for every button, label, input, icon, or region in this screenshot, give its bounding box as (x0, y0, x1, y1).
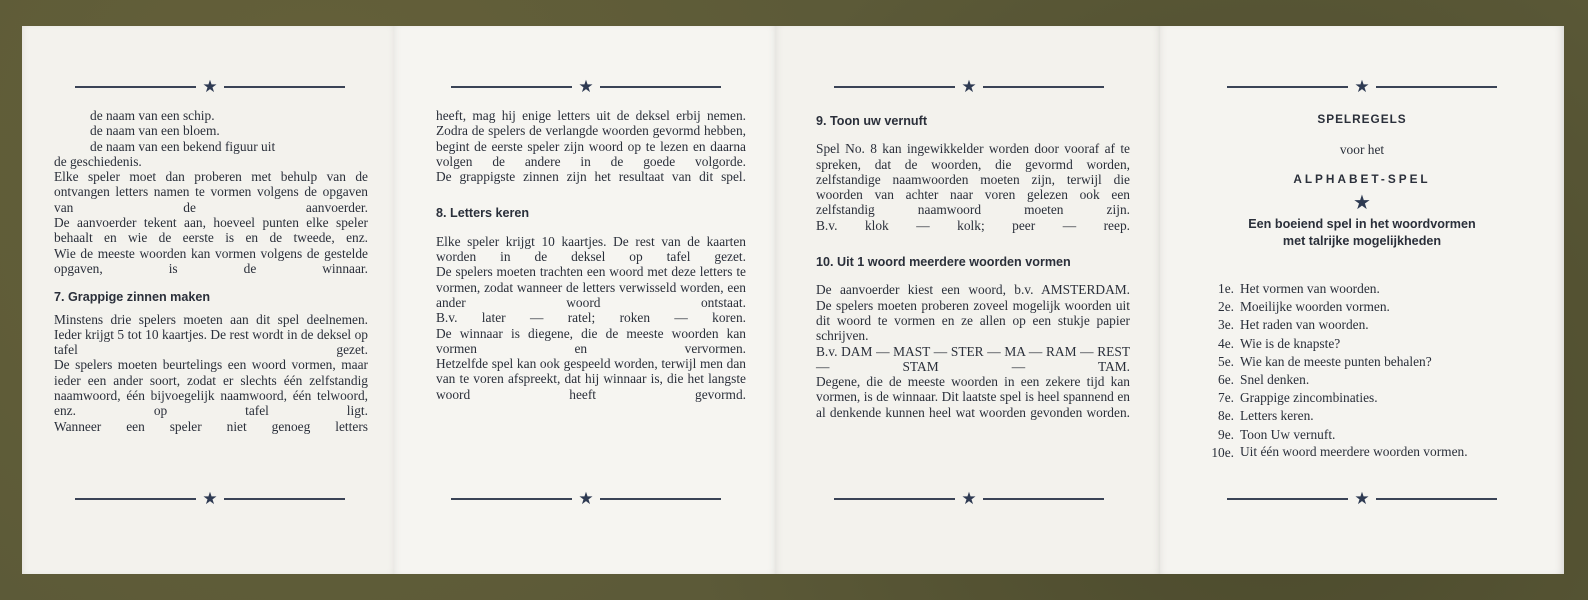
ornament-rule (834, 86, 955, 88)
list-item (1200, 353, 1524, 371)
list-number: 10e. (1211, 444, 1234, 460)
rule-line: de naam van een bloem. (90, 123, 220, 139)
rule-paragraph: Degene, die de meeste woorden in een zekere tijd kan vormen, is de winnaar. Dit laatste spel is heel spannend en al denkende kunnen heel wat woorden gevonden worden. (816, 374, 1130, 420)
tagline-line-2: met talrijke mogelijkheden (1282, 234, 1442, 248)
list-item (1200, 298, 1524, 316)
list-text: Wie kan de meeste punten behalen? (1240, 353, 1432, 369)
cover-titles (1160, 106, 1564, 250)
ornament-rule (75, 86, 196, 88)
leaflet-panel-2 (394, 26, 778, 574)
rule-paragraph: heeft, mag hij enige letters uit de deksel erbij nemen. (436, 108, 746, 123)
rule-paragraph: De aanvoerder tekent aan, hoeveel punten elke speler behaalt en wie de eerste is en de tweede, enz. (54, 215, 368, 246)
cover-title: SPELREGELS (1317, 112, 1407, 126)
list-number: 9e. (1218, 426, 1234, 442)
list-number: 2e. (1218, 299, 1234, 315)
rule-paragraph: Minstens drie spelers moeten aan dit spel deelnemen. (54, 311, 368, 327)
rules-leaflet (22, 26, 1564, 574)
list-item (1200, 371, 1524, 389)
ornament-rule (75, 498, 196, 500)
list-item (1200, 407, 1524, 425)
list-text: Grappige zincombinaties. (1240, 390, 1378, 406)
bottom-ornament (451, 489, 721, 509)
rule-paragraph: Zodra de spelers de verlangde woorden gevormd hebben, begint de eerste speler zijn woord op te lezen en daarna volgen de andere in de goede volgorde. (436, 123, 746, 169)
leaflet-panel-1 (22, 26, 398, 574)
list-item (1200, 316, 1524, 334)
star-icon: ★ (1354, 77, 1370, 97)
rule-line: de naam van een schip. (90, 108, 215, 123)
ornament-rule (451, 498, 572, 500)
list-number: 8e. (1218, 408, 1234, 424)
list-item (1200, 335, 1524, 353)
list-item (1200, 280, 1524, 298)
rule-paragraph: De winnaar is diegene, die de meeste woorden kan vormen en vervormen. (436, 325, 746, 356)
ornament-rule (983, 498, 1104, 500)
star-icon: ★ (578, 77, 594, 97)
star-icon: ★ (961, 489, 977, 509)
rule-paragraph: B.v. DAM — MAST — STER — MA — RAM — REST — STAM — TAM. (816, 343, 1130, 374)
list-number: 6e. (1218, 372, 1234, 388)
star-icon: ★ (1353, 190, 1371, 214)
rule-paragraph: De spelers moeten proberen zoveel mogelijk woorden uit dit woord te vormen en ze allen op een stukje papier schrijven. (816, 297, 1130, 344)
bottom-ornament (1227, 489, 1497, 509)
panel-text (394, 108, 778, 402)
game-name: ALPHABET-SPEL (1293, 172, 1431, 186)
panel-text (776, 108, 1162, 420)
ornament-rule (451, 86, 572, 88)
rule-paragraph: Spel No. 8 kan ingewikkelder worden door vooraf af te spreken, dat de woorden, die gevormd worden, zelfstandige naamwoorden moeten zijn, terwijl die woorden van achter naar voren gelezen ook een zelfstandig naamwoord moeten zijn. (816, 141, 1130, 218)
list-text: Snel denken. (1240, 372, 1310, 388)
ornament-rule (600, 86, 721, 88)
section-heading-7: 7. Grappige zinnen maken (54, 290, 211, 305)
star-icon: ★ (1354, 489, 1370, 509)
list-text: Toon Uw vernuft. (1240, 426, 1336, 442)
top-ornament (75, 77, 345, 97)
star-icon: ★ (578, 489, 594, 509)
ornament-rule (600, 498, 721, 500)
list-text: Moeilijke woorden vormen. (1240, 299, 1390, 315)
tagline-line-1: Een boeiend spel in het woordvormen (1248, 217, 1476, 231)
bottom-ornament (75, 489, 345, 509)
top-ornament (451, 77, 721, 97)
rule-paragraph: De aanvoerder kiest een woord, b.v. AMSTERDAM. (816, 282, 1130, 298)
rule-paragraph: Elke speler krijgt 10 kaartjes. De rest van de kaarten worden in de deksel op tafel gezet. (436, 233, 746, 265)
list-number: 3e. (1218, 317, 1234, 333)
star-icon: ★ (961, 77, 977, 97)
rule-paragraph: Elke speler moet dan proberen met behulp van de ontvangen letters namen te vormen volgens de opgaven van de aanvoerder. (54, 169, 368, 215)
section-heading-9: 9. Toon uw vernuft (816, 114, 928, 128)
top-ornament (1227, 77, 1497, 97)
top-ornament (834, 77, 1104, 97)
list-item (1200, 389, 1524, 407)
bottom-ornament (834, 489, 1104, 509)
rule-paragraph: Wie de meeste woorden kan vormen volgens de gestelde opgaven, is de winnaar. (54, 245, 368, 276)
star-icon: ★ (202, 489, 218, 509)
rule-paragraph: De spelers moeten trachten een woord met deze letters te vormen, zodat wanneer de letters verwisseld worden, een ander woord ontstaat. (436, 264, 746, 310)
ornament-rule (834, 498, 955, 500)
list-number: 4e. (1218, 335, 1234, 351)
ornament-rule (224, 86, 345, 88)
ornament-rule (1376, 498, 1497, 500)
ornament-rule (224, 498, 345, 500)
section-heading-10: 10. Uit 1 woord meerdere woorden vormen (816, 255, 1071, 270)
ornament-rule (1227, 498, 1348, 500)
ornament-rule (983, 86, 1104, 88)
rule-paragraph: De spelers moeten beurtelings een woord vormen, maar ieder een ander soort, zodat er slechts één zelfstandig naamwoord, één bijvoegelijk naamwoord, één telwoord, enz. op tafel ligt. (54, 357, 368, 419)
cover-subtitle: voor het (1339, 142, 1385, 157)
list-number: 5e. (1218, 353, 1234, 369)
ornament-rule (1376, 86, 1497, 88)
leaflet-cover-panel (1160, 26, 1564, 574)
rule-line: de geschiedenis. (54, 153, 142, 169)
rule-paragraph: Ieder krijgt 5 tot 10 kaartjes. De rest wordt in de deksel op tafel gezet. (54, 326, 368, 358)
list-item (1200, 426, 1524, 444)
star-icon: ★ (202, 77, 218, 97)
list-text: Wie is de knapste? (1240, 335, 1341, 351)
list-text: Uit één woord meerdere woorden vormen. (1240, 443, 1468, 459)
ornament-rule (1227, 86, 1348, 88)
rule-line: de naam van een bekend figuur uit (90, 138, 276, 154)
list-text: Het vormen van woorden. (1240, 281, 1380, 296)
rule-paragraph: Hetzelfde spel kan ook gespeeld worden, terwijl men dan van te voren afspreekt, dat hij winnaar is, die het langste woord heeft gevormd. (436, 356, 746, 402)
games-list (1200, 280, 1524, 462)
leaflet-panel-3 (776, 26, 1162, 574)
rule-paragraph: B.v. later — ratel; roken — koren. (436, 310, 746, 326)
list-item (1200, 444, 1524, 462)
list-number: 7e. (1218, 390, 1234, 406)
panel-text (22, 108, 398, 434)
list-text: Letters keren. (1240, 408, 1314, 424)
rule-paragraph: De grappigste zinnen zijn het resultaat van dit spel. (436, 169, 746, 185)
list-number: 1e. (1218, 281, 1234, 296)
rule-paragraph: B.v. klok — kolk; peer — reep. (816, 217, 1130, 233)
list-text: Het raden van woorden. (1240, 317, 1369, 333)
rule-paragraph: Wanneer een speler niet genoeg letters (54, 418, 368, 434)
section-heading-8: 8. Letters keren (436, 206, 530, 221)
